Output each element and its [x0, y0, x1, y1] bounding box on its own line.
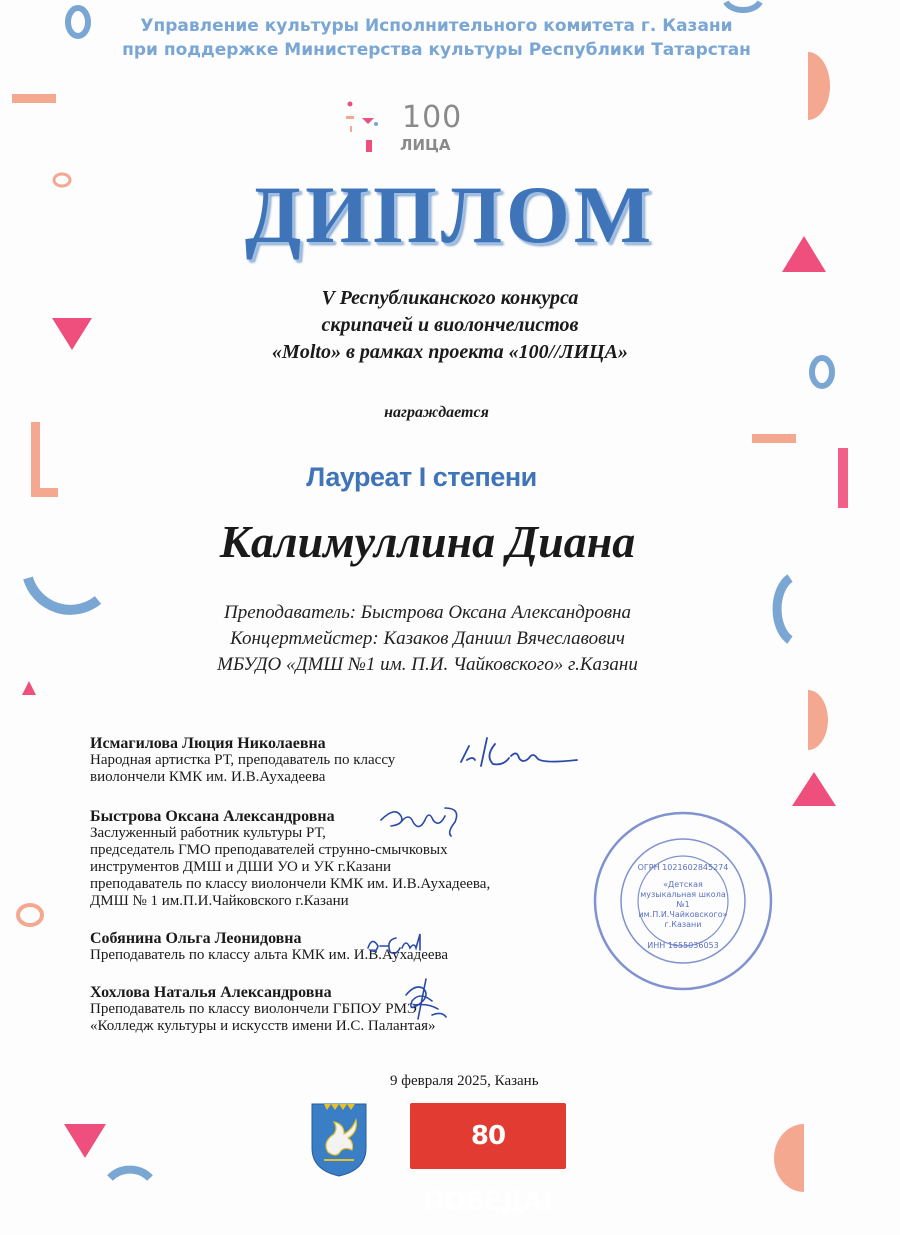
- deco-triangle-pink-bottom: [64, 1124, 106, 1158]
- deco-triangle-pink-small: [22, 681, 36, 695]
- logo-number: 100: [402, 100, 463, 135]
- jury-member-name: Хохлова Наталья Александровна: [90, 984, 332, 1001]
- signature-2: [375, 800, 470, 840]
- logo-word: ЛИЦА: [400, 136, 451, 154]
- school-line: МБУДО «ДМШ №1 им. П.И. Чайковского» г.Казани: [217, 654, 638, 675]
- logo-mark-icon: [340, 100, 400, 160]
- project-logo: [340, 100, 470, 160]
- signature-4: [396, 975, 456, 1030]
- jury-member: [90, 930, 610, 964]
- contest-description: [0, 285, 900, 366]
- jury-member-role: Заслуженный работник культуры РТ, председатель ГМО преподавателей струнно-смычковых инструментов ДМШ и ДШИ УО и УК г.Казани преподаватель по классу виолончели КМК им. И.В.Аухадеева, ДМШ № 1 им.П.И.Чайковского г.Казани: [90, 825, 491, 909]
- stamp-inn: ИНН 1655036053: [647, 941, 719, 950]
- jury-member-role: Преподаватель по классу виолончели ГБПОУ РМЭ «Колледж культуры и искусств имени И.С. Палантая»: [90, 1001, 436, 1034]
- jury-member-role: Народная артистка РТ, преподаватель по классу виолончели КМК им. И.В.Аухадеева: [90, 752, 396, 785]
- jury-member-name: Собянина Ольга Леонидовна: [90, 930, 302, 947]
- awarded-text: награждается: [384, 404, 489, 421]
- accompanist-line: Концертмейстер: Казаков Даниил Вячеславович: [230, 628, 625, 649]
- jury-member-name: Быстрова Оксана Александровна: [90, 808, 335, 825]
- jury-member-name: Исмагилова Люция Николаевна: [90, 735, 326, 752]
- jury-member: [90, 808, 610, 910]
- deco-triangle-pink-right2: [792, 772, 836, 806]
- contest-line-3: «Molto» в рамках проекта «100//ЛИЦА»: [272, 341, 628, 363]
- teachers-info: [0, 600, 855, 678]
- stamp-center-text: «Детская музыкальная школа №1 им.П.И.Чайковского» г.Казани: [638, 880, 728, 929]
- school-stamp: [590, 808, 776, 994]
- signature-1: [455, 730, 585, 775]
- teacher-line: Преподаватель: Быстрова Оксана Александровна: [223, 602, 632, 623]
- recipient-name: Калимуллина Диана: [219, 516, 636, 567]
- contest-line-1: V Республиканского конкурса: [321, 287, 579, 309]
- header-line-2: при поддержке Министерства культуры Республики Татарстан: [122, 40, 751, 60]
- jury-member: [90, 984, 610, 1035]
- deco-half-orange-right: [808, 690, 828, 750]
- deco-half-orange: [808, 52, 830, 120]
- kazan-coat-of-arms: [310, 1102, 368, 1178]
- award-degree: Лауреат I степени: [306, 462, 537, 492]
- deco-arc-blue-bottom: [110, 1170, 150, 1178]
- victory-80-badge: 80 ПОБЕДА!: [410, 1103, 566, 1169]
- stamp-ogrn: ОГРН 1021602845274: [637, 863, 729, 872]
- deco-bar-orange-right: [752, 434, 796, 443]
- deco-half-orange-bottom: [774, 1124, 804, 1192]
- deco-arc-blue-top: [726, 2, 760, 10]
- diploma-title: ДИПЛОМ: [244, 169, 656, 260]
- deco-bar-orange: [12, 94, 56, 103]
- issue-date: 9 февраля 2025, Казань: [390, 1073, 539, 1089]
- deco-ring-orange-left: [18, 905, 42, 925]
- jury-list: [90, 735, 610, 1053]
- header-line-1: Управление культуры Исполнительного комитета г. Казани: [140, 16, 733, 36]
- jury-member-role: Преподаватель по классу альта КМК им. И.В.Аухадеева: [90, 947, 449, 963]
- coat-of-arms-icon: [310, 1102, 368, 1178]
- contest-line-2: скрипачей и виолончелистов: [321, 314, 579, 336]
- organizer-header: [0, 14, 873, 62]
- signature-3: [362, 930, 442, 960]
